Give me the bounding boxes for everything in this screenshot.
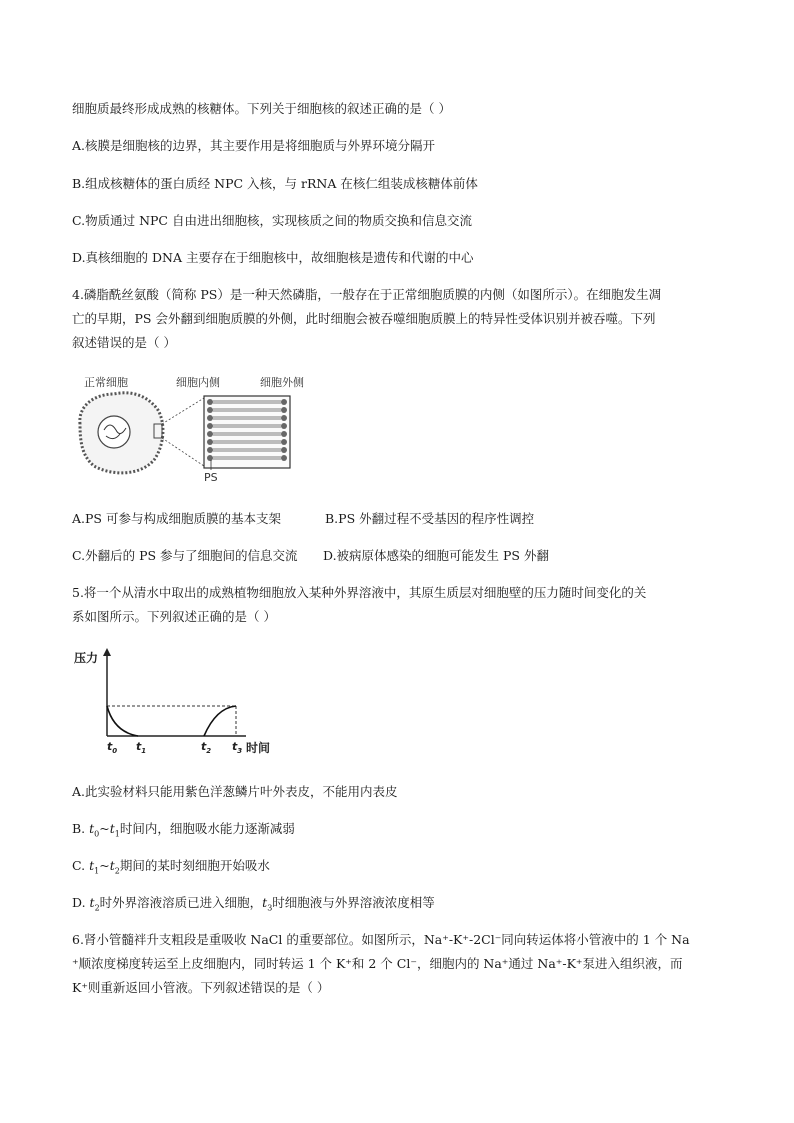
tick-t1: $t_1$ [136,740,147,755]
chart-ylabel: 压力 [74,651,99,665]
q3-option-c: C.物质通过 NPC 自由进出细胞核，实现核质之间的物质交换和信息交流 [72,213,472,228]
q4-option-b: B.PS 外翻过程不受基因的程序性调控 [325,511,535,526]
q5-option-b: B. $t_0\sim t_1$时间内，细胞吸水能力逐渐减弱 [72,821,295,839]
label-normal-cell: 正常细胞 [84,376,128,389]
q4-stem-line2: 亡的早期，PS 会外翻到细胞质膜的外侧，此时细胞会被吞噬细胞质膜上的特异性受体识别并被吞噬。下列 [72,311,656,326]
q5-option-a: A.此实验材料只能用紫色洋葱鳞片叶外表皮，不能用内表皮 [72,784,398,799]
y-axis-arrow [103,648,111,656]
q4-stem-line1: 4.磷脂酰丝氨酸（简称 PS）是一种天然磷脂，一般存在于正常细胞质膜的内侧（如图所示）。在细胞发生凋 [72,287,662,302]
chart-xlabel: 时间 [246,741,271,755]
label-ps: PS [204,471,218,484]
q3-stem-tail: 细胞质最终形成成熟的核糖体。下列关于细胞核的叙述正确的是（ ） [72,101,451,116]
curve-increase [204,706,236,736]
q4-stem-line3: 叙述错误的是（ ） [72,335,176,350]
q3-option-d: D.真核细胞的 DNA 主要存在于细胞核中，故细胞核是遗传和代谢的中心 [72,250,474,265]
nucleus-shape [98,416,130,448]
q5-stem-line1: 5.将一个从清水中取出的成熟植物细胞放入某种外界溶液中，其原生质层对细胞壁的压力随时间变化的关 [72,585,647,600]
q3-option-b: B.组成核糖体的蛋白质经 NPC 入核，与 rRNA 在核仁组装成核糖体前体 [72,176,478,191]
label-outer: 细胞外侧 [260,376,304,389]
q6-stem-line3: K⁺则重新返回小管液。下列叙述错误的是（ ） [72,980,330,995]
tick-t0: $t_0$ [107,740,118,755]
curve-decrease [107,706,138,736]
q4-cell-membrane-figure [70,372,320,484]
q5-option-d: D. $t_2$时外界溶液溶质已进入细胞，$t_3$时细胞液与外界溶液浓度相等 [72,895,435,913]
q5-stem-line2: 系如图所示。下列叙述正确的是（ ） [72,609,276,624]
tick-t2: $t_2$ [201,740,212,755]
q6-stem-line1: 6.肾小管髓袢升支粗段是重吸收 NaCl 的重要部位。如图所示，Na⁺-K⁺-2Cl⁻同向转运体将小管液中的 1 个 Na [72,932,690,947]
q6-stem-line2: ⁺顺浓度梯度转运至上皮细胞内，同时转运 1 个 K⁺和 2 个 Cl⁻，细胞内的 Na⁺通过 Na⁺-K⁺泵进入组织液，而 [72,956,683,971]
q4-option-a: A.PS 可参与构成细胞质膜的基本支架 [72,511,281,526]
q5-pressure-chart [70,646,280,758]
q5-option-c: C. $t_1\sim t_2$期间的某时刻细胞开始吸水 [72,858,270,876]
q3-option-a: A.核膜是细胞核的边界，其主要作用是将细胞质与外界环境分隔开 [72,138,436,153]
label-inner: 细胞内侧 [176,376,220,389]
q4-option-c: C.外翻后的 PS 参与了细胞间的信息交流 [72,548,298,563]
q4-option-d: D.被病原体感染的细胞可能发生 PS 外翻 [323,548,549,563]
tick-t3: $t_3$ [232,740,243,755]
